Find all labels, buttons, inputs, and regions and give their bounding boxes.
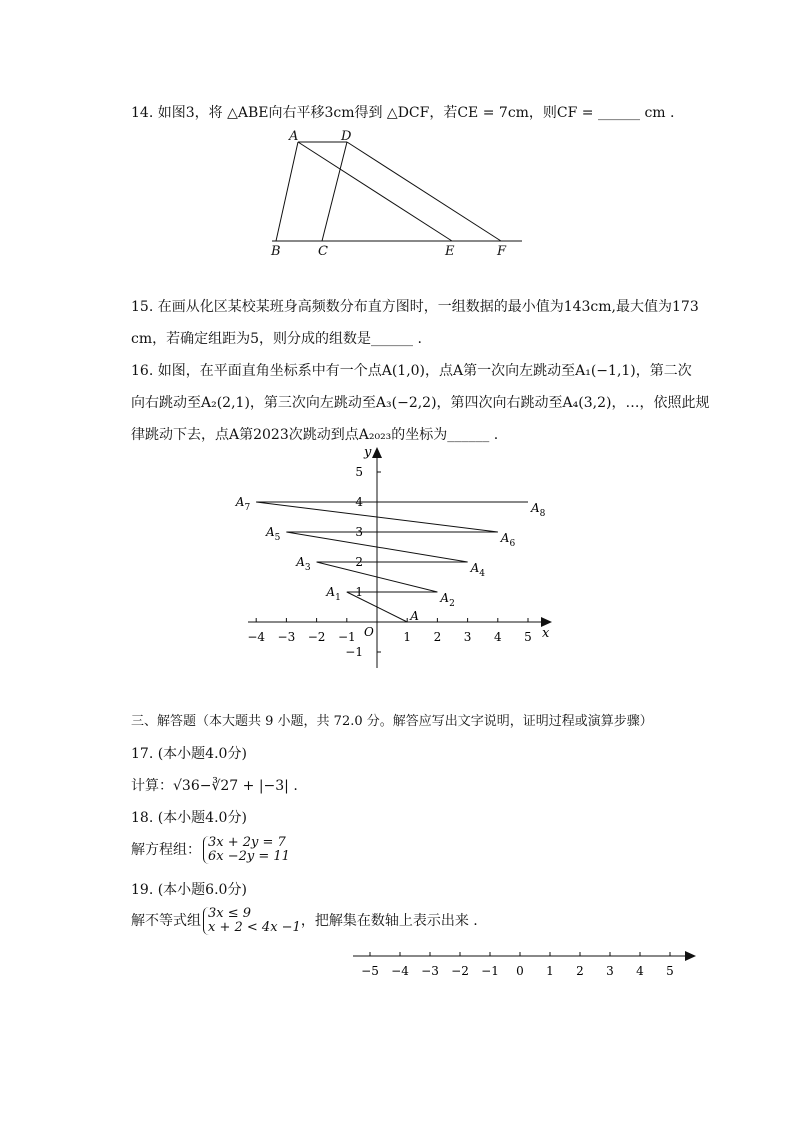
number-line-label: 5 [666,964,674,978]
number-line-label: −1 [481,964,499,978]
point-label-name: A [235,495,245,509]
y-tick-label: 1 [355,585,363,599]
q16-coordinate-graph [236,440,566,675]
q16-line2: 向右跳动至A₂(2,1)，第三次向左跳动至A₃(−2,2)，第四次向右跳动至A₄(3,2)，…，依照此规 [131,395,710,411]
segment-dc [322,142,347,241]
number-line-label: −3 [421,964,439,978]
number-line-label: 4 [636,964,644,978]
point-label [235,495,251,513]
label-c: C [318,244,328,259]
point-label-subscript: 1 [335,593,341,603]
q18-equation-system [203,836,290,864]
y-tick-label: 3 [355,525,363,539]
q15-line2: cm，若确定组距为5，则分成的组数是______ . [131,331,422,347]
label-d: D [341,129,352,144]
point-label-subscript: 8 [539,509,546,519]
q18-prefix: 解方程组： [131,842,201,858]
y-tick-label: −1 [345,645,363,659]
q18-number: 18. (本小题4.0分) [131,810,247,826]
y-tick-label: 4 [355,495,363,509]
x-tick-label: 2 [433,630,442,644]
segment-ae [298,142,452,241]
point-label [470,561,486,579]
q18-equation-2: 6x −2y = 11 [208,849,290,864]
q15-line1: 15. 在画从化区某校某班身高频数分布直方图时，一组数据的最小值为143cm,最大值为173 [131,299,699,315]
point-label-subscript: 4 [479,569,486,579]
point-label [409,609,419,623]
number-line-arrow-icon [685,951,696,961]
q17-prefix: 计算： [131,778,173,794]
x-tick-label: −2 [307,630,326,644]
x-tick-label: 5 [524,630,532,644]
q19-number-line [350,945,702,985]
y-tick-label: 2 [355,555,363,569]
x-tick-label: 3 [463,630,472,644]
segment-df [347,142,501,241]
point-label [295,555,311,573]
label-b: B [271,244,281,259]
x-tick-label: −1 [337,630,356,644]
point-label [439,591,454,609]
number-line-label: −5 [361,964,379,978]
q19-inequality-2: x + 2 < 4x −1 [208,920,301,935]
point-label [500,531,516,549]
x-axis-label: x [542,626,550,641]
number-line-label: 3 [606,964,614,978]
point-label-name: A [440,591,450,605]
point-label-subscript: 2 [449,599,455,609]
label-e: E [445,244,455,259]
label-a: A [289,129,299,144]
point-label-name: A [531,501,540,515]
q19-body [131,906,694,936]
point-label [325,585,340,603]
q19-inequality-system [203,907,301,935]
number-line-label: 0 [516,964,524,978]
number-line-label: 1 [546,964,554,978]
q16-line3: 律跳动下去，点A第2023次跳动到点A₂₀₂₃的坐标为______ . [131,427,499,443]
x-tick-label: 4 [493,630,502,644]
q18-equation-1: 3x + 2y = 7 [208,835,286,850]
point-label-subscript: 6 [509,539,516,549]
q17-expression: √36−∛27 + |−3| . [173,778,298,794]
q17-body [131,777,694,795]
point-label-name: A [500,531,510,545]
label-f: F [497,244,507,259]
x-tick-label: 1 [403,630,412,644]
q17-number: 17. (本小题4.0分) [131,746,247,762]
point-label-name: A [326,585,336,599]
point-label-name: A [470,561,480,575]
number-line-label: −4 [391,964,409,978]
segment-ab [276,142,298,241]
y-tick-label: 5 [355,465,363,479]
y-axis-label: y [364,445,372,460]
q19-prefix: 解不等式组 [131,913,201,929]
q19-suffix: ，把解集在数轴上表示出来 . [300,913,478,929]
number-line-label: −2 [451,964,469,978]
q14-figure [268,128,530,260]
q18-body [131,835,694,865]
point-label-name: A [410,609,419,623]
origin-label: O [364,625,374,639]
point-label-name: A [296,555,305,569]
q19-number: 19. (本小题6.0分) [131,882,247,898]
point-label [530,501,546,519]
point-label-subscript: 5 [274,533,281,543]
x-tick-label: −3 [277,630,296,644]
point-label-subscript: 7 [244,503,251,513]
point-label [265,525,281,543]
x-tick-label: −4 [247,630,266,644]
q19-inequality-1: 3x ≤ 9 [208,906,252,921]
number-line-label: 2 [576,964,584,978]
y-axis-arrow-icon [372,447,382,458]
section-heading: 三、解答题（本大题共 9 小题，共 72.0 分。解答应写出文字说明，证明过程或演算步骤） [131,714,653,729]
q14-text: 14. 如图3，将 △ABE向右平移3cm得到 △DCF，若CE = 7cm，则CF = ______ cm . [131,105,675,121]
point-label-subscript: 3 [304,563,311,573]
q16-line1: 16. 如图，在平面直角坐标系中有一个点A(1,0)，点A第一次向左跳动至A₁(−1,1)，第二次 [131,363,692,379]
point-label-name: A [265,525,275,539]
